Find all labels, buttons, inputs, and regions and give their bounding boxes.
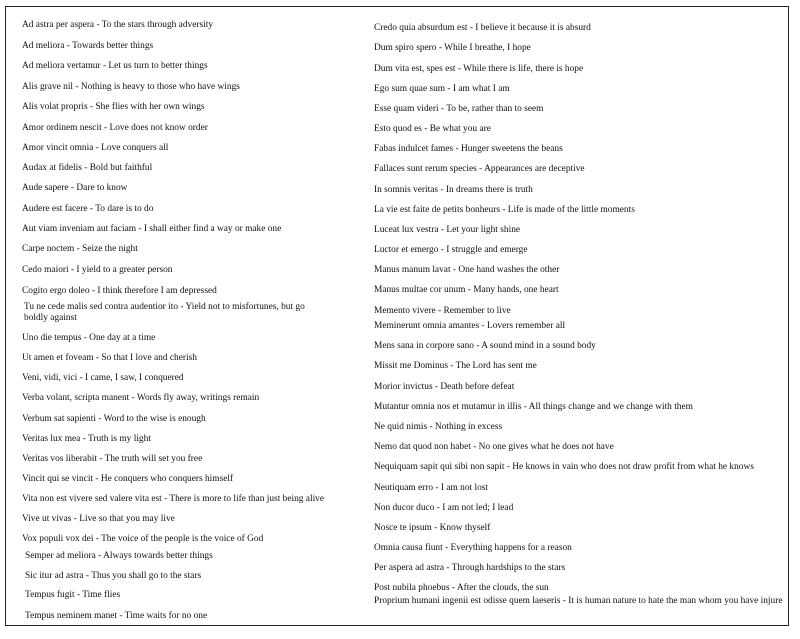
- list-item: Per aspera ad astra - Through hardships to the stars: [374, 563, 566, 573]
- list-item: Aude sapere - Dare to know: [22, 183, 128, 193]
- list-item: In somnis veritas - In dreams there is truth: [374, 185, 533, 195]
- list-item: Vincit qui se vincit - He conquers who conquers himself: [22, 474, 234, 484]
- list-item: Ad meliora - Towards better things: [22, 41, 154, 51]
- list-item: Dum spiro spero - While I breathe, I hope: [374, 43, 531, 53]
- list-item: Alis grave nil - Nothing is heavy to those who have wings: [22, 82, 240, 92]
- list-item: Cedo maiori - I yield to a greater person: [22, 265, 173, 275]
- list-item: Manus multae cor unum - Many hands, one heart: [374, 285, 559, 295]
- list-item: Credo quia absurdum est - I believe it because it is absurd: [374, 23, 591, 33]
- list-item: Post nubila phoebus - After the clouds, the sun: [374, 583, 549, 593]
- list-item: Esse quam videri - To be, rather than to seem: [374, 104, 544, 114]
- list-item: Mutantur omnia nos et mutamur in illis - All things change and we change with them: [374, 402, 693, 412]
- list-item: Alis volat propris - She flies with her own wings: [22, 102, 205, 112]
- list-item: Ad meliora vertamur - Let us turn to better things: [22, 61, 208, 71]
- list-item: Tu ne cede malis sed contra audentior ito - Yield not to misfortunes, but go boldly against: [24, 302, 305, 323]
- list-item: Carpe noctem - Seize the night: [22, 244, 138, 254]
- list-item: Mens sana in corpore sano - A sound mind in a sound body: [374, 341, 596, 351]
- list-item: Tempus neminem manet - Time waits for no one: [25, 611, 208, 621]
- list-item: Nequiquam sapit qui sibi non sapit - He knows in vain who does not draw profit from what he knows: [374, 462, 754, 472]
- list-item: Aut viam inveniam aut faciam - I shall either find a way or make one: [22, 224, 282, 234]
- list-item: Luctor et emergo - I struggle and emerge: [374, 245, 528, 255]
- list-item: Audere est facere - To dare is to do: [22, 204, 154, 214]
- list-item: Uno die tempus - One day at a time: [22, 333, 156, 343]
- list-item: Vita non est vivere sed valere vita est - There is more to life than just being alive: [22, 494, 325, 504]
- document-frame: [5, 6, 789, 626]
- list-item: Ego sum quae sum - I am what I am: [374, 84, 510, 94]
- list-item: Neutiquam erro - I am not lost: [374, 483, 489, 493]
- list-item: Sic itur ad astra - Thus you shall go to the stars: [25, 571, 202, 581]
- list-item: Amor ordinem nescit - Love does not know order: [22, 123, 208, 133]
- list-item: Omnia causa fiunt - Everything happens for a reason: [374, 543, 572, 553]
- list-item: Manus manum lavat - One hand washes the other: [374, 265, 560, 275]
- list-item: Veni, vidi, vici - I came, I saw, I conquered: [22, 373, 184, 383]
- list-item: Verbum sat sapienti - Word to the wise is enough: [22, 414, 206, 424]
- list-item: Veritas vos liberabit - The truth will set you free: [22, 454, 203, 464]
- list-item: Luceat lux vestra - Let your light shine: [374, 225, 521, 235]
- list-item: Semper ad meliora - Always towards better things: [25, 551, 213, 561]
- list-item: Tempus fugit - Time flies: [25, 590, 121, 600]
- list-item: Dum vita est, spes est - While there is life, there is hope: [374, 64, 584, 74]
- list-item: Amor vincit omnia - Love conquers all: [22, 143, 169, 153]
- list-item: Ne quid nimis - Nothing in excess: [374, 422, 503, 432]
- list-item: Fallaces sunt rerum species - Appearances are deceptive: [374, 164, 585, 174]
- list-item: Memento vivere - Remember to live: [374, 306, 511, 316]
- list-item: Vox populi vox dei - The voice of the people is the voice of God: [22, 534, 264, 544]
- list-item: Ad astra per aspera - To the stars through adversity: [22, 20, 214, 30]
- list-item: Morior invictus - Death before defeat: [374, 382, 515, 392]
- list-item: Ut amen et foveam - So that I love and cherish: [22, 353, 197, 363]
- list-item: Veritas lux mea - Truth is my light: [22, 434, 151, 444]
- list-item: La vie est faite de petits bonheurs - Life is made of the little moments: [374, 205, 635, 215]
- list-item: Nosce te ipsum - Know thyself: [374, 523, 491, 533]
- list-item: Vive ut vivas - Live so that you may live: [22, 514, 175, 524]
- list-item: Cogito ergo doleo - I think therefore I am depressed: [22, 286, 217, 296]
- list-item: Proprium humani ingenii est odisse quem laeseris - It is human nature to hate the man whom you have injure: [374, 596, 783, 606]
- list-item: Non ducor duco - I am not led; I lead: [374, 503, 514, 513]
- list-item: Meminerunt omnia amantes - Lovers remember all: [374, 321, 566, 331]
- list-item: Esto quod es - Be what you are: [374, 124, 491, 134]
- list-item: Fabas indulcet fames - Hunger sweetens the beans: [374, 144, 563, 154]
- list-item: Nemo dat quod non habet - No one gives what he does not have: [374, 442, 614, 452]
- list-item: Audax at fidelis - Bold but faithful: [22, 163, 153, 173]
- list-item: Verba volant, scripta manent - Words fly away, writings remain: [22, 393, 260, 403]
- list-item: Missit me Dominus - The Lord has sent me: [374, 361, 537, 371]
